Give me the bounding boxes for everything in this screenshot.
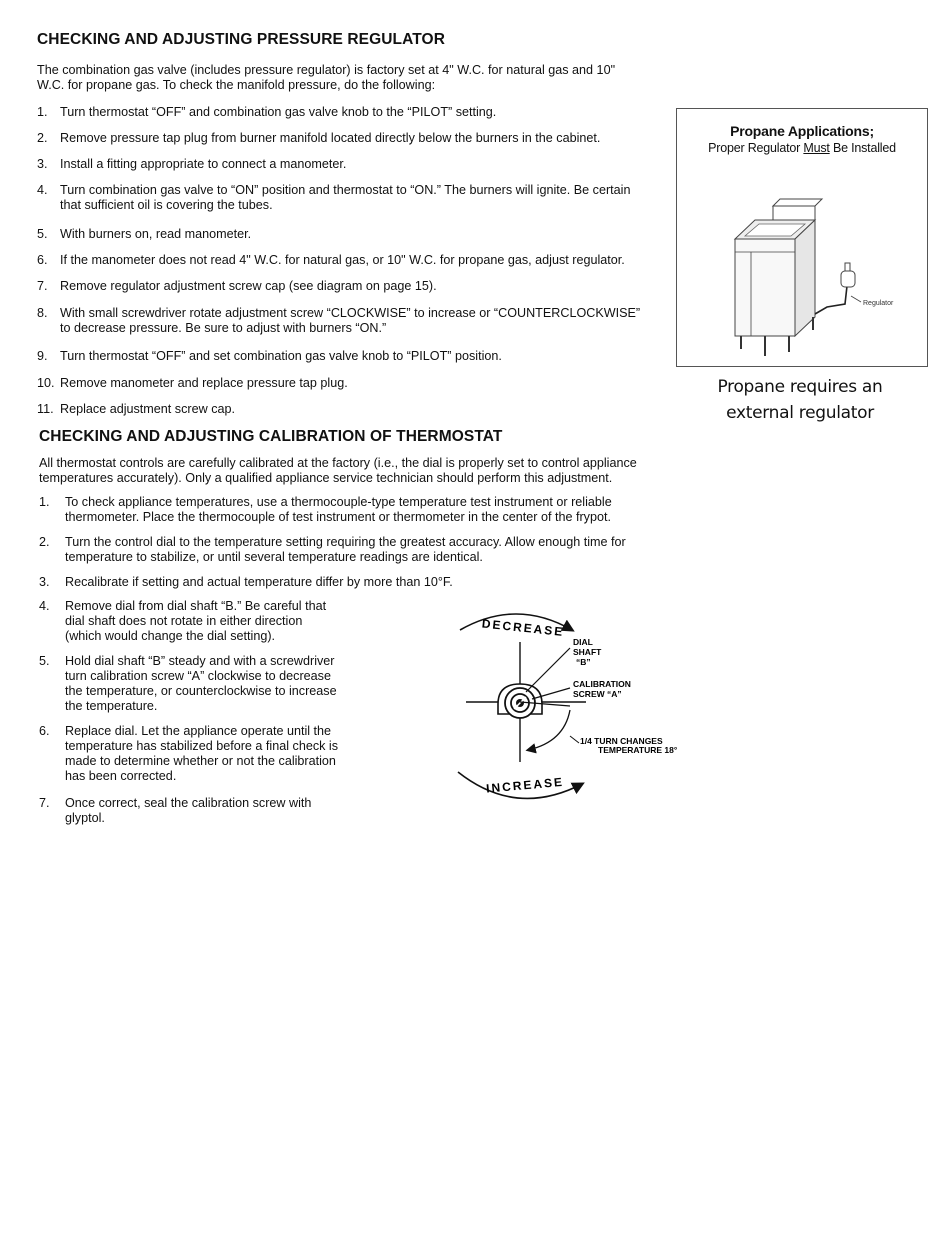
step-text: Remove regulator adjustment screw cap (see diagram on page 15). xyxy=(60,279,437,293)
step-text: Install a fitting appropriate to connect a manometer. xyxy=(60,157,347,171)
section-title-thermostat-calibration: CHECKING AND ADJUSTING CALIBRATION OF THERMOSTAT xyxy=(39,428,503,445)
step-line: Once correct, seal the calibration screw with xyxy=(65,796,312,810)
step-text: Remove manometer and replace pressure tap plug. xyxy=(60,376,348,390)
step-number: 3. xyxy=(37,157,48,171)
step-line: Turn the control dial to the temperature setting requiring the greatest accuracy. Allow enough time for xyxy=(65,535,626,549)
step-line: to decrease pressure. Be sure to adjust with burners “ON.” xyxy=(60,321,387,335)
step-text: With burners on, read manometer. xyxy=(60,227,252,241)
step-text xyxy=(65,495,697,525)
step-line: To check appliance temperatures, use a thermocouple-type temperature test instrument or reliable xyxy=(65,495,612,509)
step-line: Turn combination gas valve to “ON” position and thermostat to “ON.” The burners will ignite. Be certain xyxy=(60,183,631,197)
subtitle-part: Be Installed xyxy=(829,141,896,155)
step-line: temperature to stabilize, or until several temperature readings are identical. xyxy=(65,550,483,564)
step-line: dial shaft does not rotate in either direction xyxy=(65,614,303,628)
fryer-illustration xyxy=(677,164,927,364)
calibration-screw-label: SCREW “A” xyxy=(573,689,622,699)
step-text: Remove pressure tap plug from burner manifold located directly below the burners in the cabinet. xyxy=(60,131,601,145)
step-line: that sufficient oil is covering the tubes. xyxy=(60,198,273,212)
quarter-turn-label: TEMPERATURE 18° xyxy=(598,745,678,755)
step-text xyxy=(60,306,660,336)
step-number: 10. xyxy=(37,376,55,390)
caption-line: external regulator xyxy=(726,403,874,423)
step-text: Turn thermostat “OFF” and set combination gas valve knob to “PILOT” position. xyxy=(60,349,502,363)
calibration-screw-label: CALIBRATION xyxy=(573,679,631,689)
step-number: 5. xyxy=(39,654,50,668)
step-text xyxy=(65,599,363,644)
step-line: made to determine whether or not the calibration xyxy=(65,754,336,768)
intro-line: temperatures accurately). Only a qualified appliance service technician should perform this adjustment. xyxy=(39,471,613,485)
step-number: 2. xyxy=(37,131,48,145)
step-line: Replace dial. Let the appliance operate until the xyxy=(65,724,332,738)
step-number: 1. xyxy=(37,105,48,119)
regulator-label: Regulator xyxy=(863,300,894,307)
subtitle-part: Proper Regulator xyxy=(708,141,804,155)
decrease-label: DECREASE xyxy=(481,616,565,640)
step-line: the temperature. xyxy=(65,699,158,713)
step-line: has been corrected. xyxy=(65,769,177,783)
step-line: Remove dial from dial shaft “B.” Be careful that xyxy=(65,599,327,613)
step-text xyxy=(65,724,363,784)
quarter-turn-label: 1/4 TURN CHANGES xyxy=(580,736,663,746)
propane-caption xyxy=(700,374,900,426)
step-line: Hold dial shaft “B” steady and with a screwdriver xyxy=(65,654,335,668)
propane-applications-figure xyxy=(676,108,928,367)
caption-line: Propane requires an xyxy=(717,377,883,397)
increase-label: INCREASE xyxy=(485,774,565,796)
step-number: 4. xyxy=(39,599,50,613)
dial-shaft-label: DIAL xyxy=(573,637,593,647)
dial-shaft-label: SHAFT xyxy=(573,647,602,657)
step-line: With small screwdriver rotate adjustment screw “CLOCKWISE” to increase or “COUNTERCLOCKWISE” xyxy=(60,306,641,320)
step-number: 6. xyxy=(39,724,50,738)
step-number: 6. xyxy=(37,253,48,267)
thermostat-intro xyxy=(39,456,699,486)
subtitle-emphasis: Must xyxy=(803,141,830,155)
step-number: 1. xyxy=(39,495,50,509)
step-number: 2. xyxy=(39,535,50,549)
intro-line: W.C. for propane gas. To check the manifold pressure, do the following: xyxy=(37,78,436,92)
step-line: (which would change the dial setting). xyxy=(65,629,276,643)
step-text xyxy=(60,183,660,213)
step-line: thermometer. Place the thermocouple of test instrument or thermometer in the center of the frypot. xyxy=(65,510,611,524)
propane-figure-subtitle xyxy=(677,141,927,155)
step-number: 7. xyxy=(39,796,50,810)
pressure-regulator-intro xyxy=(37,63,657,93)
step-line: glyptol. xyxy=(65,811,105,825)
intro-line: All thermostat controls are carefully calibrated at the factory (i.e., the dial is properly set to control appliance xyxy=(39,456,637,470)
step-number: 5. xyxy=(37,227,48,241)
step-number: 8. xyxy=(37,306,48,320)
step-number: 7. xyxy=(37,279,48,293)
step-line: temperature has stabilized before a final check is xyxy=(65,739,339,753)
intro-line: The combination gas valve (includes pressure regulator) is factory set at 4" W.C. for natural gas and 10" xyxy=(37,63,616,77)
step-text: Replace adjustment screw cap. xyxy=(60,402,235,416)
step-number: 11. xyxy=(37,402,54,416)
step-line: the temperature, or counterclockwise to increase xyxy=(65,684,337,698)
thermostat-calibration-diagram xyxy=(446,600,706,810)
step-number: 4. xyxy=(37,183,48,197)
propane-figure-title: Propane Applications; xyxy=(730,123,874,139)
step-number: 3. xyxy=(39,575,50,589)
step-text: If the manometer does not read 4" W.C. for natural gas, or 10" W.C. for propane gas, adjust regulator. xyxy=(60,253,625,267)
section-title-pressure-regulator: CHECKING AND ADJUSTING PRESSURE REGULATOR xyxy=(37,31,445,48)
step-text xyxy=(65,796,363,826)
step-text: Turn thermostat “OFF” and combination gas valve knob to the “PILOT” setting. xyxy=(60,105,497,119)
step-text xyxy=(65,535,697,565)
step-text xyxy=(65,654,363,714)
step-text: Recalibrate if setting and actual temperature differ by more than 10°F. xyxy=(65,575,453,589)
dial-shaft-label: “B” xyxy=(576,657,591,667)
step-number: 9. xyxy=(37,349,48,363)
step-line: turn calibration screw “A” clockwise to decrease xyxy=(65,669,331,683)
